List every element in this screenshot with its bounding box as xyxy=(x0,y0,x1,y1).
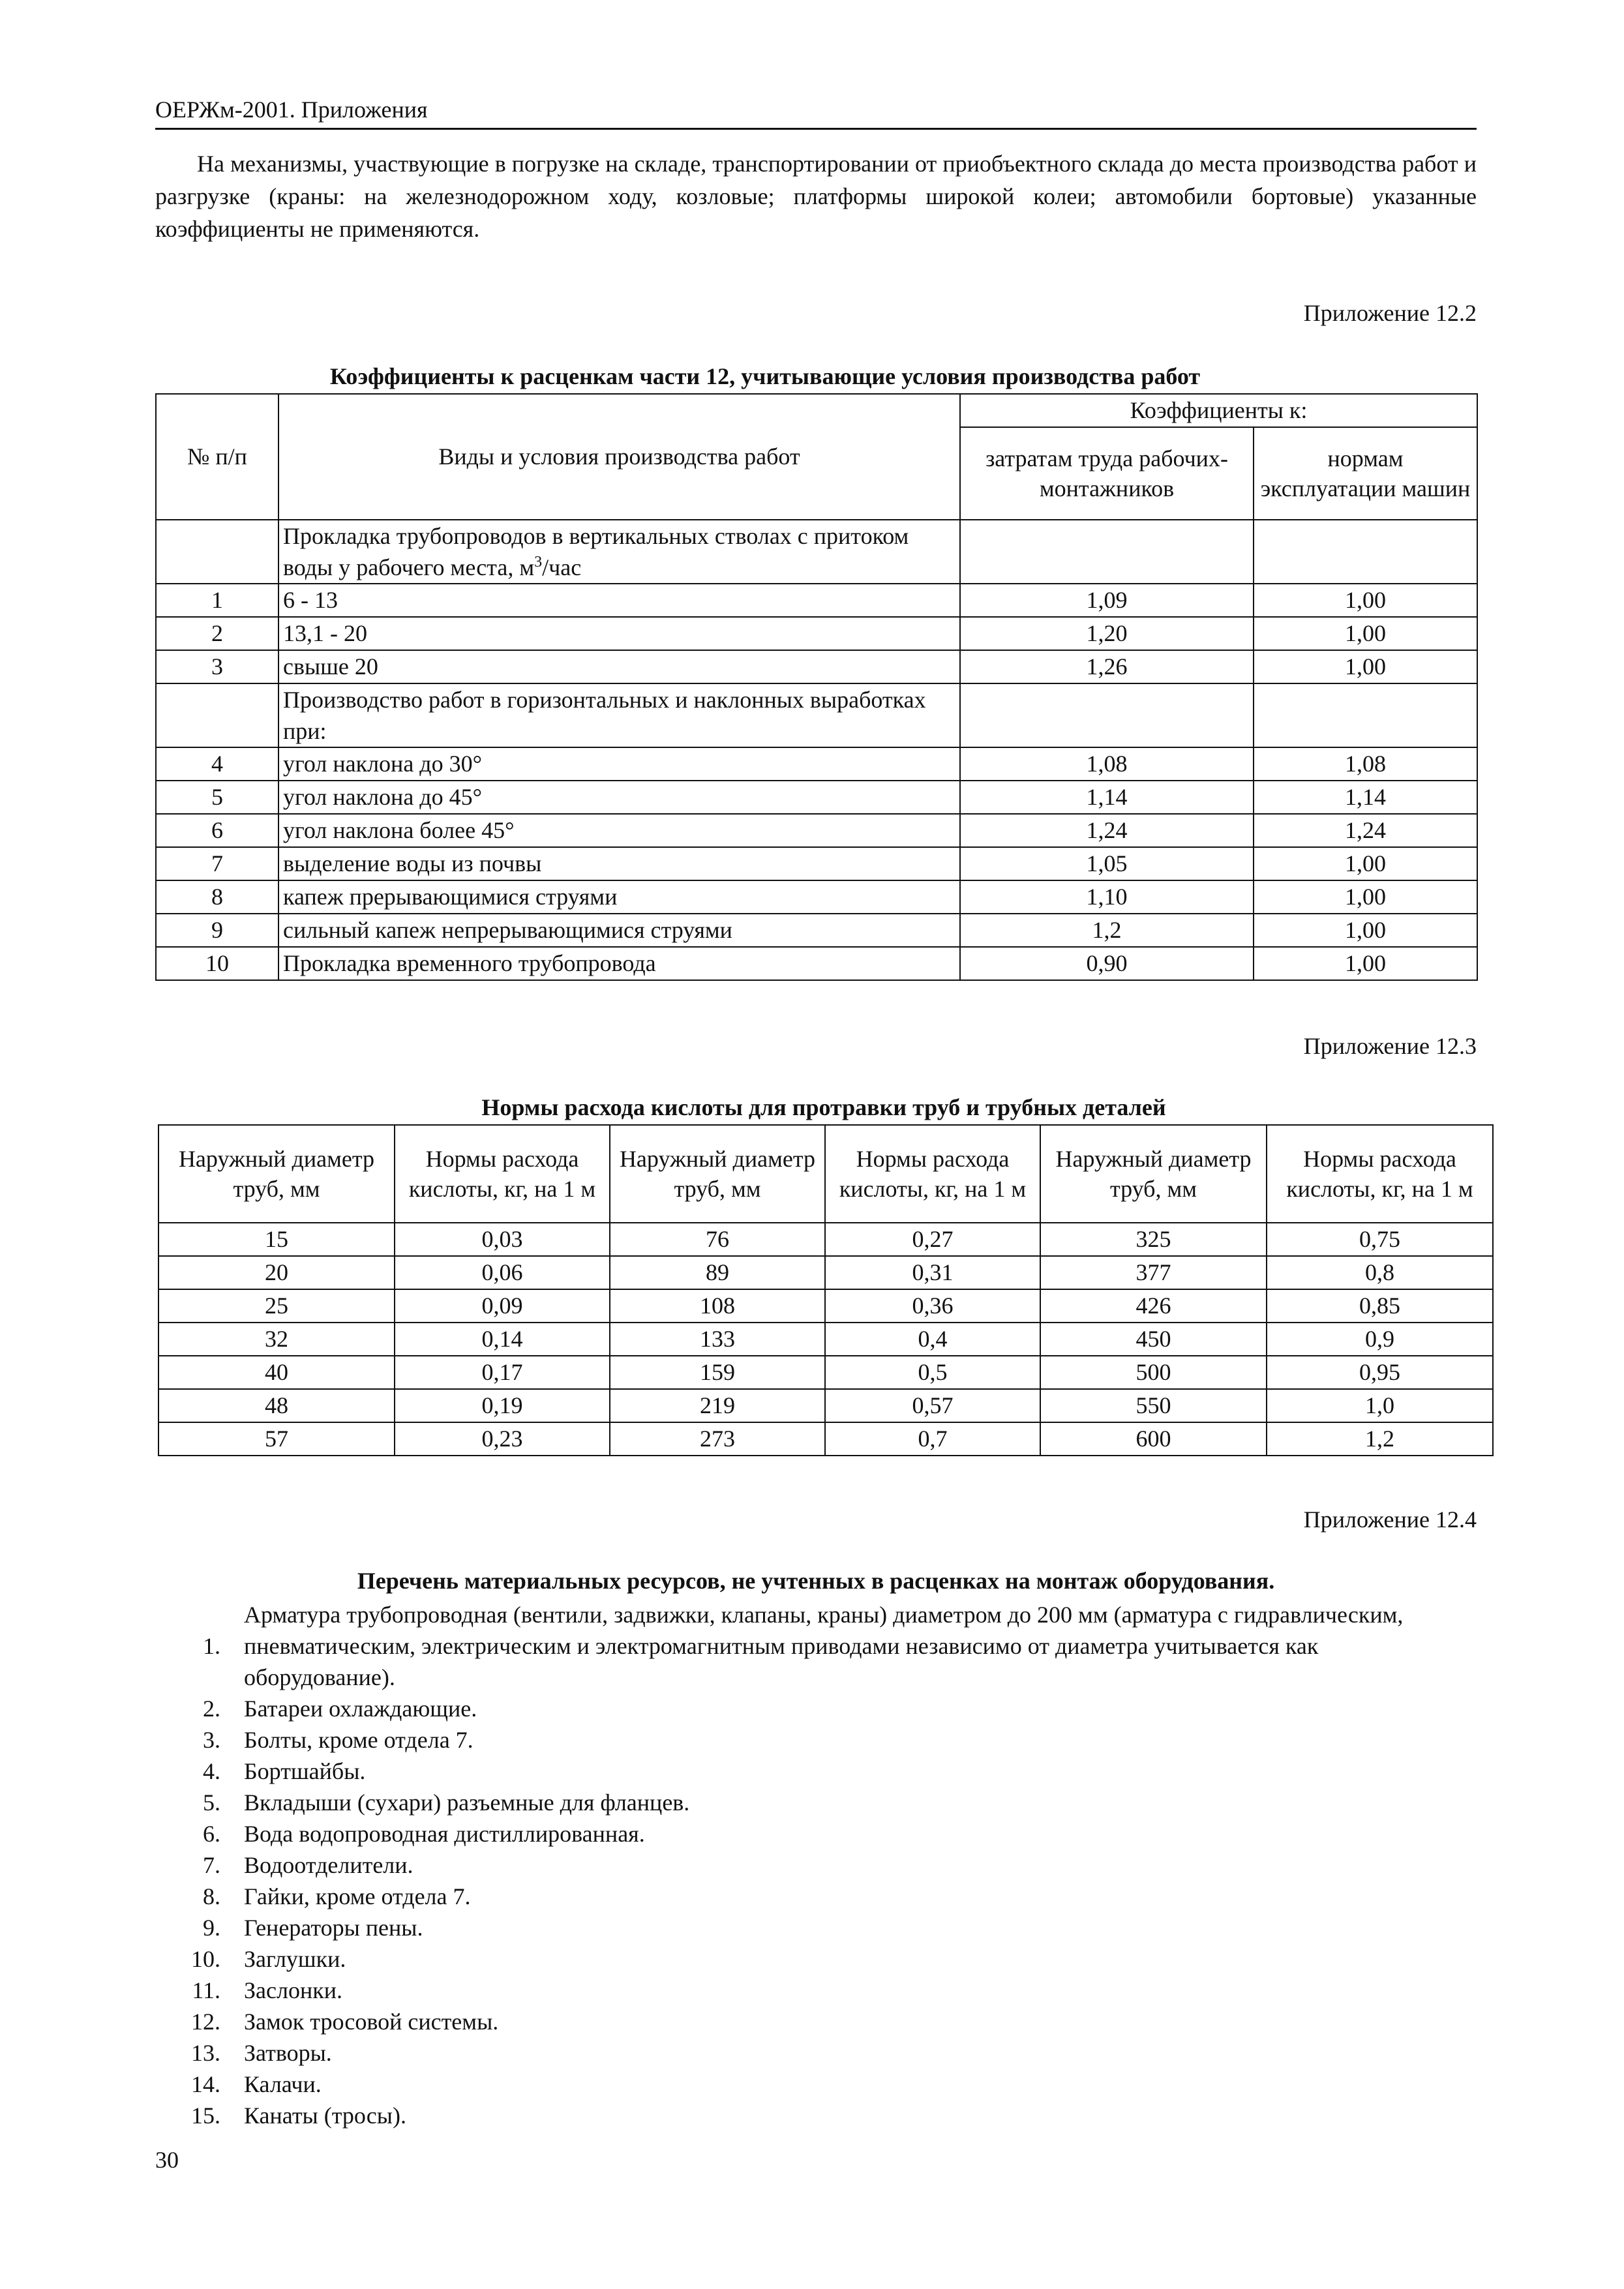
table-row: 1 6 - 13 1,09 1,00 xyxy=(156,584,1477,617)
table-row: 7 выделение воды из почвы 1,05 1,00 xyxy=(156,847,1477,880)
group-vertical-label: Прокладка трубопроводов в вертикальных стволах с притоком воды у рабочего места, $м^3$/час xyxy=(278,520,960,584)
col-diam-1-header: Наружный диаметр труб, мм xyxy=(158,1125,395,1223)
col-coef-header: Коэффициенты к: xyxy=(960,394,1477,427)
table-row: 32 0,14 133 0,4 450 0,9 xyxy=(158,1323,1493,1356)
col-machines-header: нормам эксплуатации машин xyxy=(1254,427,1477,520)
list-item: 15. Канаты (тросы). xyxy=(191,2102,406,2129)
col-diam-2-header: Наружный диаметр труб, мм xyxy=(610,1125,825,1223)
appendix-12-2-label: Приложение 12.2 xyxy=(1303,300,1477,326)
group-horizontal-label: Производство работ в горизонтальных и наклонных выработках при: xyxy=(278,683,960,747)
table-row: 20 0,06 89 0,31 377 0,8 xyxy=(158,1256,1493,1289)
appendix-12-4-label: Приложение 12.4 xyxy=(1303,1506,1477,1533)
table-row: 6 угол наклона более 45° 1,24 1,24 xyxy=(156,814,1477,847)
appendix-12-3-title: Нормы расхода кислоты для протравки труб и трубных деталей xyxy=(481,1094,1166,1120)
table-row: 3 свыше 20 1,26 1,00 xyxy=(156,650,1477,683)
appendix-12-2-title: Коэффициенты к расценкам части 12, учитывающие условия производства работ xyxy=(329,363,1201,389)
appendix-12-3-label: Приложение 12.3 xyxy=(1303,1033,1477,1059)
list-item: 13. Затворы. xyxy=(191,2040,332,2066)
intro-paragraph: На механизмы, участвующие в погрузке на складе, транспортировании от приобъектного склада до места производства работ и разгрузке (краны: на железнодорожном ходу, козловые; платформы широкой колеи; автомобили бортовые) указанные коэффициенты не применяются. xyxy=(155,151,1477,242)
col-norm-2-header: Нормы расхода кислоты, кг, на 1 м xyxy=(825,1125,1040,1223)
col-norm-3-header: Нормы расхода кислоты, кг, на 1 м xyxy=(1267,1125,1493,1223)
table-row: 5 угол наклона до 45° 1,14 1,14 xyxy=(156,781,1477,814)
materials-list xyxy=(155,1599,1434,2131)
list-item: 6. Вода водопроводная дистиллированная. xyxy=(203,1821,645,1847)
table-row: 10 Прокладка временного трубопровода 0,90 1,00 xyxy=(156,947,1477,980)
running-header: ОЕРЖм-2001. Приложения xyxy=(155,95,1477,130)
list-item: 5. Вкладыши (сухари) разъемные для фланцев. xyxy=(203,1789,690,1816)
list-item: 7. Водоотделители. xyxy=(203,1852,414,1878)
appendix-12-4-title: Перечень материальных ресурсов, не учтенных в расценках на монтаж оборудования. xyxy=(357,1568,1275,1594)
list-item: 14. Калачи. xyxy=(191,2071,322,2097)
group-row-vertical xyxy=(156,520,1477,584)
coefficients-table xyxy=(155,393,1478,981)
table-row: 48 0,19 219 0,57 550 1,0 xyxy=(158,1389,1493,1422)
col-num-header: № п/п xyxy=(156,394,278,520)
group-row-horizontal xyxy=(156,683,1477,747)
table-row: 40 0,17 159 0,5 500 0,95 xyxy=(158,1356,1493,1389)
table-row: 25 0,09 108 0,36 426 0,85 xyxy=(158,1289,1493,1323)
table-row: 8 капеж прерывающимися струями 1,10 1,00 xyxy=(156,880,1477,914)
col-diam-3-header: Наружный диаметр труб, мм xyxy=(1040,1125,1267,1223)
coefficients-header-row xyxy=(156,394,1477,427)
acid-header-row xyxy=(158,1125,1493,1223)
acid-norms-table xyxy=(158,1124,1494,1456)
page-number: 30 xyxy=(155,2147,179,2173)
col-norm-1-header: Нормы расхода кислоты, кг, на 1 м xyxy=(395,1125,610,1223)
list-item: 12. Замок тросовой системы. xyxy=(191,2009,499,2035)
table-row: 4 угол наклона до 30° 1,08 1,08 xyxy=(156,747,1477,781)
list-item: 9. Генераторы пены. xyxy=(203,1915,423,1941)
col-labor-header: затратам труда рабочих-монтажников xyxy=(960,427,1254,520)
list-item: 4. Бортшайбы. xyxy=(203,1758,366,1784)
list-item: 1. Арматура трубопроводная (вентили, задвижки, клапаны, краны) диаметром до 200 мм (арматура с гидравлическим, пневматическим, электрическим и электромагнитным приводами независимо от диаметра учитывается как оборудование). xyxy=(203,1602,1404,1690)
col-kind-header: Виды и условия производства работ xyxy=(278,394,960,520)
list-item: 8. Гайки, кроме отдела 7. xyxy=(203,1883,471,1909)
table-row: 2 13,1 - 20 1,20 1,00 xyxy=(156,617,1477,650)
list-item: 10. Заглушки. xyxy=(191,1946,346,1972)
list-item: 11. Заслонки. xyxy=(192,1977,342,2003)
list-item: 3. Болты, кроме отдела 7. xyxy=(203,1727,474,1753)
table-row: 57 0,23 273 0,7 600 1,2 xyxy=(158,1422,1493,1456)
list-item: 2. Батареи охлаждающие. xyxy=(203,1696,477,1722)
table-row: 15 0,03 76 0,27 325 0,75 xyxy=(158,1223,1493,1256)
table-row: 9 сильный капеж непрерывающимися струями 1,2 1,00 xyxy=(156,914,1477,947)
